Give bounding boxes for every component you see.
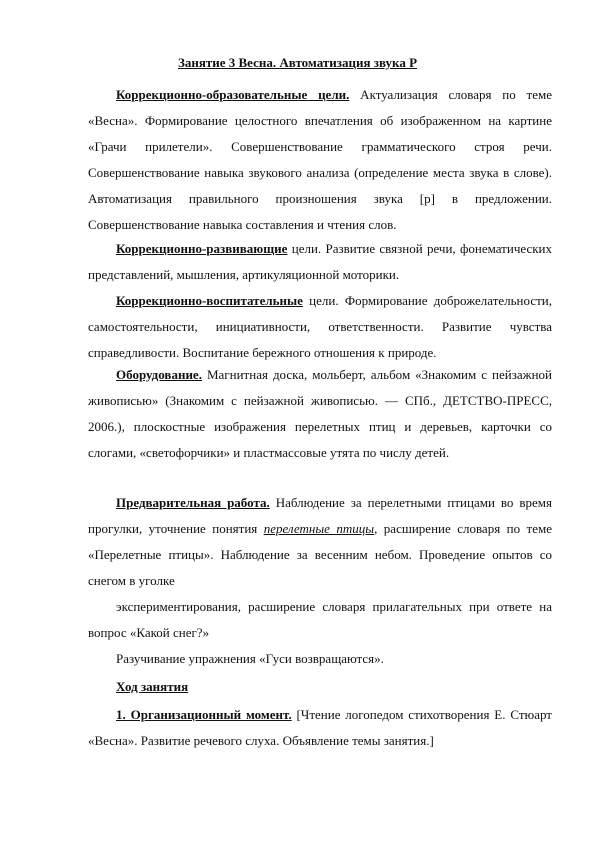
paragraph-text: цели. Развитие связной речи, фонематических представлений, мышления, артикуляционной моторики. (88, 241, 552, 282)
paragraph-text: Наблюдение за перелетными птицами во время прогулки, уточнение понятия (88, 495, 552, 536)
paragraph-heading: 1. Организационный момент. (116, 707, 292, 722)
section-heading-lesson-flow (88, 674, 552, 700)
paragraph-text: , расширение словаря по теме «Перелетные птицы». Наблюдение за весенним небом. Проведение опытов со снегом в уголке (88, 521, 552, 588)
paragraph-goals-upbringing (88, 288, 552, 366)
paragraph-heading: Оборудование. (116, 367, 202, 382)
paragraph-equipment (88, 362, 552, 466)
paragraph-experiments (88, 594, 552, 646)
paragraph-heading: Коррекционно-образовательные цели. (116, 87, 350, 102)
paragraph-exercise (88, 646, 552, 672)
paragraph-text: [Чтение логопедом стихотворения Е. Стюарт «Весна». Развитие речевого слуха. Объявление темы занятия.] (88, 707, 552, 748)
paragraph-goals-educational (88, 82, 552, 238)
section-heading: Ход занятия (116, 679, 189, 694)
paragraph-text: Актуализация словаря по теме «Весна». Формирование целостного впечатления об изображенном на картине «Грачи прилетели». Совершенствование грамматического строя речи. Совершенствование навыка звукового анализа (определение места звука в слове). Автоматизация правильного произношения звука [р] в предложении. Совершенствование навыка составления и чтения слов. (88, 87, 552, 232)
paragraph-text: Магнитная доска, мольберт, альбом «Знакомим с пейзажной живописью» (Знакомим с пейзажной живописью. — СПб., ДЕТСТВО-ПРЕСС, 2006.), плоскостные изображения перелетных птиц и деревьев, карточки со слогами, «светофорчики» и пластмассовые утята по числу детей. (88, 367, 552, 460)
paragraph-heading: Коррекционно-воспитательные (116, 293, 303, 308)
paragraph-heading: Предварительная работа. (116, 495, 270, 510)
paragraph-italic-term: перелетные птицы (263, 521, 375, 536)
paragraph-text: цели. Формирование доброжелательности, самостоятельности, инициативности, ответственности. Развитие чувства справедливости. Воспитание бережного отношения к природе. (88, 293, 552, 360)
paragraph-organizational-moment (88, 702, 552, 754)
page-title: Занятие 3 Весна. Автоматизация звука Р (177, 55, 418, 70)
paragraph-text: экспериментирования, расширение словаря прилагательных при ответе на вопрос «Какой снег?» (88, 599, 552, 640)
paragraph-text: Разучивание упражнения «Гуси возвращаются». (116, 651, 384, 666)
paragraph-preliminary-work (88, 490, 552, 594)
paragraph-goals-developmental (88, 236, 552, 288)
paragraph-heading: Коррекционно-развивающие (116, 241, 288, 256)
